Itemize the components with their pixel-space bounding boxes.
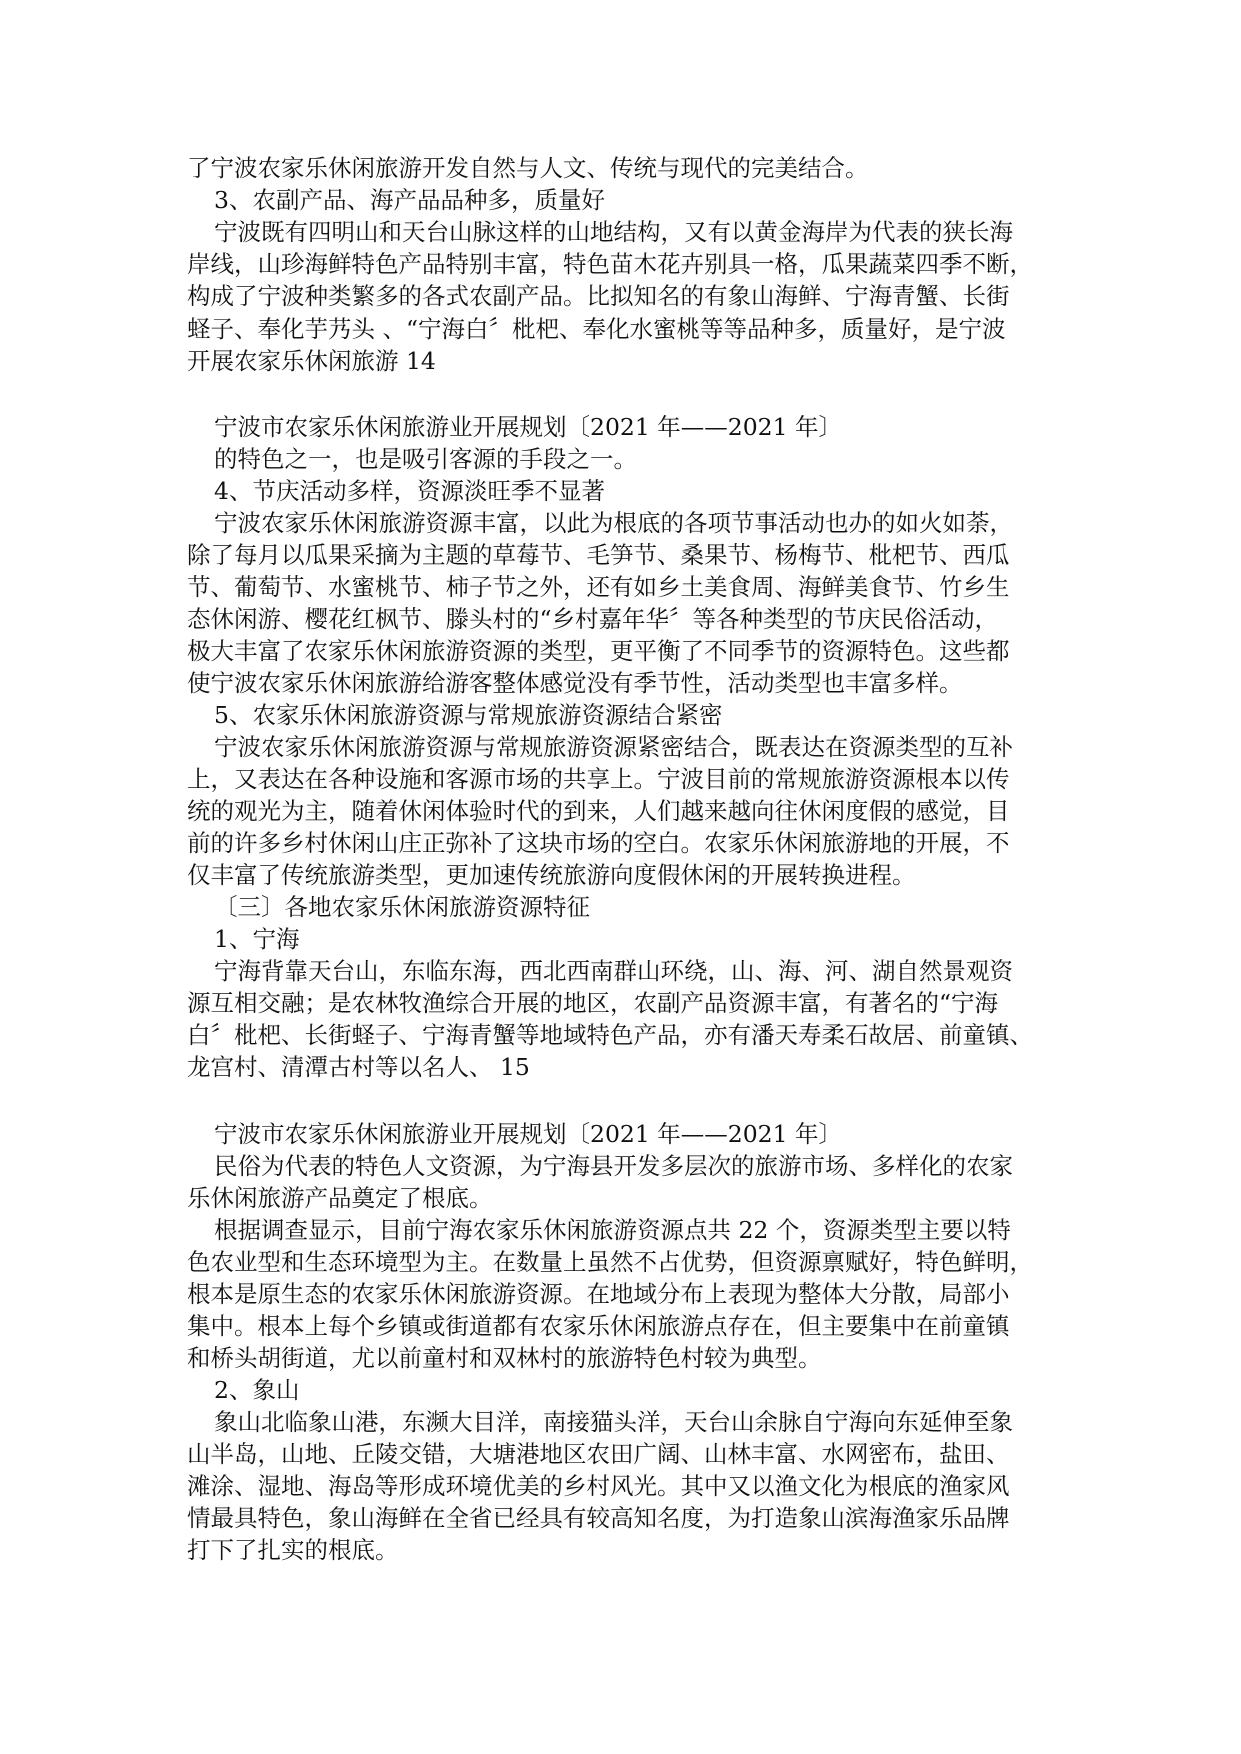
body-text-line: 极大丰富了农家乐休闲旅游资源的类型，更平衡了不同季节的资源特色。这些都 <box>187 637 1010 665</box>
body-text-line: 的特色之一，也是吸引客源的手段之一。 <box>214 445 637 473</box>
body-text-line: 态休闲游、樱花红枫节、滕头村的“乡村嘉年华〞等各种类型的节庆民俗活动， <box>187 605 999 633</box>
section-heading: 1、宁海 <box>214 925 300 953</box>
body-text-line: 使宁波农家乐休闲旅游给游客整体感觉没有季节性，活动类型也丰富多样。 <box>187 669 963 697</box>
body-text-line: 了宁波农家乐休闲旅游开发自然与人文、传统与现代的完美结合。 <box>187 154 869 182</box>
body-text-line: 构成了宁波种类繁多的各式农副产品。比拟知名的有象山海鲜、宁海青蟹、长街 <box>187 282 1010 310</box>
body-text-line: 宁海背靠天台山，东临东海，西北西南群山环绕，山、海、河、湖自然景观资 <box>214 957 1013 985</box>
body-text-line: 和桥头胡街道，尤以前童村和双林村的旅游特色村较为典型。 <box>187 1344 822 1372</box>
body-text-line: 打下了扎实的根底。 <box>187 1536 399 1564</box>
body-text-line: 岸线，山珍海鲜特色产品特别丰富，特色苗木花卉别具一格，瓜果蔬菜四季不断， <box>187 250 1033 278</box>
body-text-line: 统的观光为主，随着休闲体验时代的到来，人们越来越向往休闲度假的感觉，目 <box>187 797 1010 825</box>
body-text-line: 蛏子、奉化芋艿头 、“宁海白〞枇杷、奉化水蜜桃等等品种多，质量好，是宁波 <box>187 315 1006 343</box>
running-header: 宁波市农家乐休闲旅游业开展规划〔2021 年——2021 年〕 <box>214 413 843 441</box>
body-text-line: 滩涂、湿地、海岛等形成环境优美的乡村风光。其中又以渔文化为根底的渔家风 <box>187 1472 1010 1500</box>
body-text-line: 象山北临象山港，东濒大目洋，南接猫头洋，天台山余脉自宁海向东延伸至象 <box>214 1408 1013 1436</box>
body-text-line: 宁波既有四明山和天台山脉这样的山地结构，又有以黄金海岸为代表的狭长海 <box>214 218 1013 246</box>
body-text-line: 除了每月以瓜果采摘为主题的草莓节、毛笋节、桑果节、杨梅节、枇杷节、西瓜 <box>187 541 1010 569</box>
body-text-line: 根本是原生态的农家乐休闲旅游资源。在地域分布上表现为整体大分散，局部小 <box>187 1280 1010 1308</box>
section-heading: 2、象山 <box>214 1376 300 1404</box>
section-heading: 5、农家乐休闲旅游资源与常规旅游资源结合紧密 <box>214 701 723 729</box>
body-text-line: 仅丰富了传统旅游类型，更加速传统旅游向度假休闲的开展转换进程。 <box>187 861 916 889</box>
body-text-line-with-page-number: 开展农家乐休闲旅游 14 <box>187 347 436 375</box>
body-text-line: 上，又表达在各种设施和客源市场的共享上。宁波目前的常规旅游资源根本以传 <box>187 765 1010 793</box>
body-text-line: 白〞枇杷、长街蛏子、宁海青蟹等地域特色产品，亦有潘天寿柔石故居、前童镇、 <box>187 1021 1033 1049</box>
section-heading: 4、节庆活动多样，资源淡旺季不显著 <box>214 477 605 505</box>
body-text-line: 乐休闲旅游产品奠定了根底。 <box>187 1184 493 1212</box>
body-text-line-with-page-number: 龙宫村、清潭古村等以名人、 15 <box>187 1053 530 1081</box>
body-text-line: 山半岛，山地、丘陵交错，大塘港地区农田广阔、山林丰富、水网密布，盐田、 <box>187 1440 1010 1468</box>
body-text-line: 情最具特色，象山海鲜在全省已经具有较高知名度，为打造象山滨海渔家乐品牌 <box>187 1504 1010 1532</box>
section-heading: 3、农副产品、海产品品种多，质量好 <box>214 186 605 214</box>
body-text-line: 宁波农家乐休闲旅游资源与常规旅游资源紧密结合，既表达在资源类型的互补 <box>214 733 1013 761</box>
body-text-line: 根据调查显示，目前宁海农家乐休闲旅游资源点共 22 个，资源类型主要以特 <box>214 1216 1011 1244</box>
body-text-line: 节、葡萄节、水蜜桃节、柿子节之外，还有如乡土美食周、海鲜美食节、竹乡生 <box>187 573 1010 601</box>
body-text-line: 宁波农家乐休闲旅游资源丰富，以此为根底的各项节事活动也办的如火如荼， <box>214 509 1013 537</box>
body-text-line: 前的许多乡村休闲山庄正弥补了这块市场的空白。农家乐休闲旅游地的开展，不 <box>187 829 1010 857</box>
body-text-line: 源互相交融；是农林牧渔综合开展的地区，农副产品资源丰富，有著名的“宁海 <box>187 989 999 1017</box>
running-header: 宁波市农家乐休闲旅游业开展规划〔2021 年——2021 年〕 <box>214 1120 843 1148</box>
body-text-line: 色农业型和生态环境型为主。在数量上虽然不占优势，但资源禀赋好，特色鲜明， <box>187 1248 1033 1276</box>
body-text-line: 集中。根本上每个乡镇或街道都有农家乐休闲旅游点存在，但主要集中在前童镇 <box>187 1312 1010 1340</box>
body-text-line: 民俗为代表的特色人文资源，为宁海县开发多层次的旅游市场、多样化的农家 <box>214 1152 1013 1180</box>
subsection-heading: 〔三〕各地农家乐休闲旅游资源特征 <box>214 893 590 921</box>
